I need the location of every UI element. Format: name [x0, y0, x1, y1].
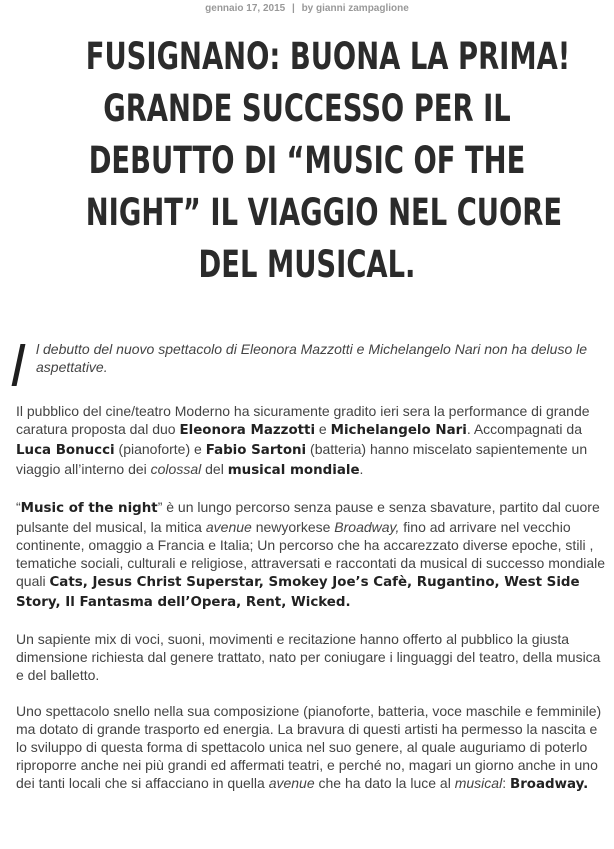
text-run: . — [359, 461, 364, 477]
italic-text: avenue — [268, 775, 315, 791]
bold-text: Luca Bonucci — [16, 443, 115, 458]
text-run: ” è un lungo percorso senza pause e senza sbavature, partito dal cuore pulsante del musical, la mitica — [16, 499, 600, 535]
post-author[interactable]: by gianni zampaglione — [301, 3, 409, 14]
text-run: “ — [16, 499, 21, 515]
paragraph-3 — [16, 630, 606, 684]
meta-separator: | — [291, 3, 295, 14]
italic-text: Broadway, — [334, 519, 400, 535]
italic-text: avenue — [205, 519, 252, 535]
article-title — [85, 31, 571, 291]
text-run: newyorkese — [251, 519, 335, 535]
text-run: (pianoforte) e — [114, 441, 206, 457]
italic-text: colossal — [150, 461, 202, 477]
bold-text: Eleonora Mazzotti — [179, 423, 316, 438]
text-run: . Accompagnati da — [466, 421, 582, 437]
lead-text: l debutto del nuovo spettacolo di Eleonora Mazzotti e Michelangelo Nari non ha deluso le aspettative. — [36, 341, 588, 375]
text-run: (batteria) hanno miscelato sapientemente un viaggio all’interno dei — [16, 441, 588, 477]
lead-quote — [16, 340, 606, 376]
bold-text: Cats, Jesus Christ Superstar, Smokey Joe’s Cafè, Rugantino, West Side Story, Il Fantasma dell’Opera, Rent, Wicked. — [16, 575, 580, 610]
text-run: Il pubblico del cine/teatro Moderno ha sicuramente gradito ieri sera la performance di grande caratura proposta dal duo — [16, 403, 590, 437]
title-line-4: NIGHT” IL VIAGGIO NEL CUORE — [85, 191, 563, 234]
title-line-3: DEBUTTO DI “MUSIC OF THE — [88, 139, 526, 182]
title-line-2: GRANDE SUCCESSO PER IL — [103, 87, 511, 130]
title-line-1: FUSIGNANO: BUONA LA PRIMA! — [85, 35, 571, 78]
text-run: : — [502, 775, 510, 791]
text-run: del — [201, 461, 228, 477]
drop-cap-bar — [12, 344, 35, 386]
text-run: fino ad arrivare nel vecchio continente, omaggio a Francia e Italia; Un percorso che ha accarezzato diverse epoche, stili , tematiche sociali, culturali e religiose, attraversati e raccontati da musical di successo mondiale quali — [16, 519, 606, 589]
article-body — [16, 402, 606, 794]
text-run: Un sapiente mix di voci, suoni, movimenti e recitazione hanno offerto al pubblico la giusta dimensione richiesta dal genere trattato, nato per coniugare i linguaggi del teatro, della musica e del balletto. — [16, 631, 601, 683]
text-run: e — [315, 421, 331, 437]
bold-text: Broadway. — [509, 777, 589, 792]
bold-text: Fabio Sartoni — [205, 443, 307, 458]
post-meta — [0, 3, 614, 14]
title-line-5: DEL MUSICAL. — [198, 243, 416, 286]
text-run: che ha dato la luce al — [314, 775, 455, 791]
bold-text: Music of the night — [20, 501, 158, 516]
paragraph-4 — [16, 702, 606, 794]
bold-text: musical mondiale — [227, 463, 360, 478]
post-date[interactable]: gennaio 17, 2015 — [205, 3, 286, 14]
bold-text: Michelangelo Nari — [330, 423, 467, 438]
italic-text: musical — [454, 775, 503, 791]
paragraph-2 — [16, 498, 606, 612]
text-run: Uno spettacolo snello nella sua composizione (pianoforte, batteria, voce maschile e femminile) ma dotato di grande trasporto ed energia. La bravura di questi artisti ha permesso la nascita e lo sviluppo di questa forma di spettacolo unica nel suo genere, al quale auguriamo di poterlo riproporre anche nei più grandi ed affermati teatri, e perché no, magari un giorno anche in uno dei tanti locali che si affacciano in quella — [16, 703, 602, 791]
paragraph-1 — [16, 402, 606, 480]
